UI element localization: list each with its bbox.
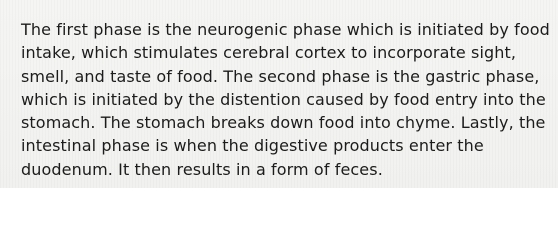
paragraph-line-3: smell, and taste of food. The second phase is the gastric phase, <box>21 66 540 86</box>
paragraph-line-2: intake, which stimulates cerebral cortex to incorporate sight, <box>21 43 517 63</box>
paragraph-line-5: stomach. The stomach breaks down food into chyme. Lastly, the <box>21 113 546 133</box>
paragraph-line-6: intestinal phase is when the digestive products enter the <box>21 136 484 156</box>
paragraph-line-1: The first phase is the neurogenic phase which is initiated by food <box>21 20 550 39</box>
paragraph-line-4: which is initiated by the distention caused by food entry into the <box>21 89 546 109</box>
body-paragraph <box>21 18 550 181</box>
paragraph-line-7: duodenum. It then results in a form of feces. <box>21 159 383 179</box>
